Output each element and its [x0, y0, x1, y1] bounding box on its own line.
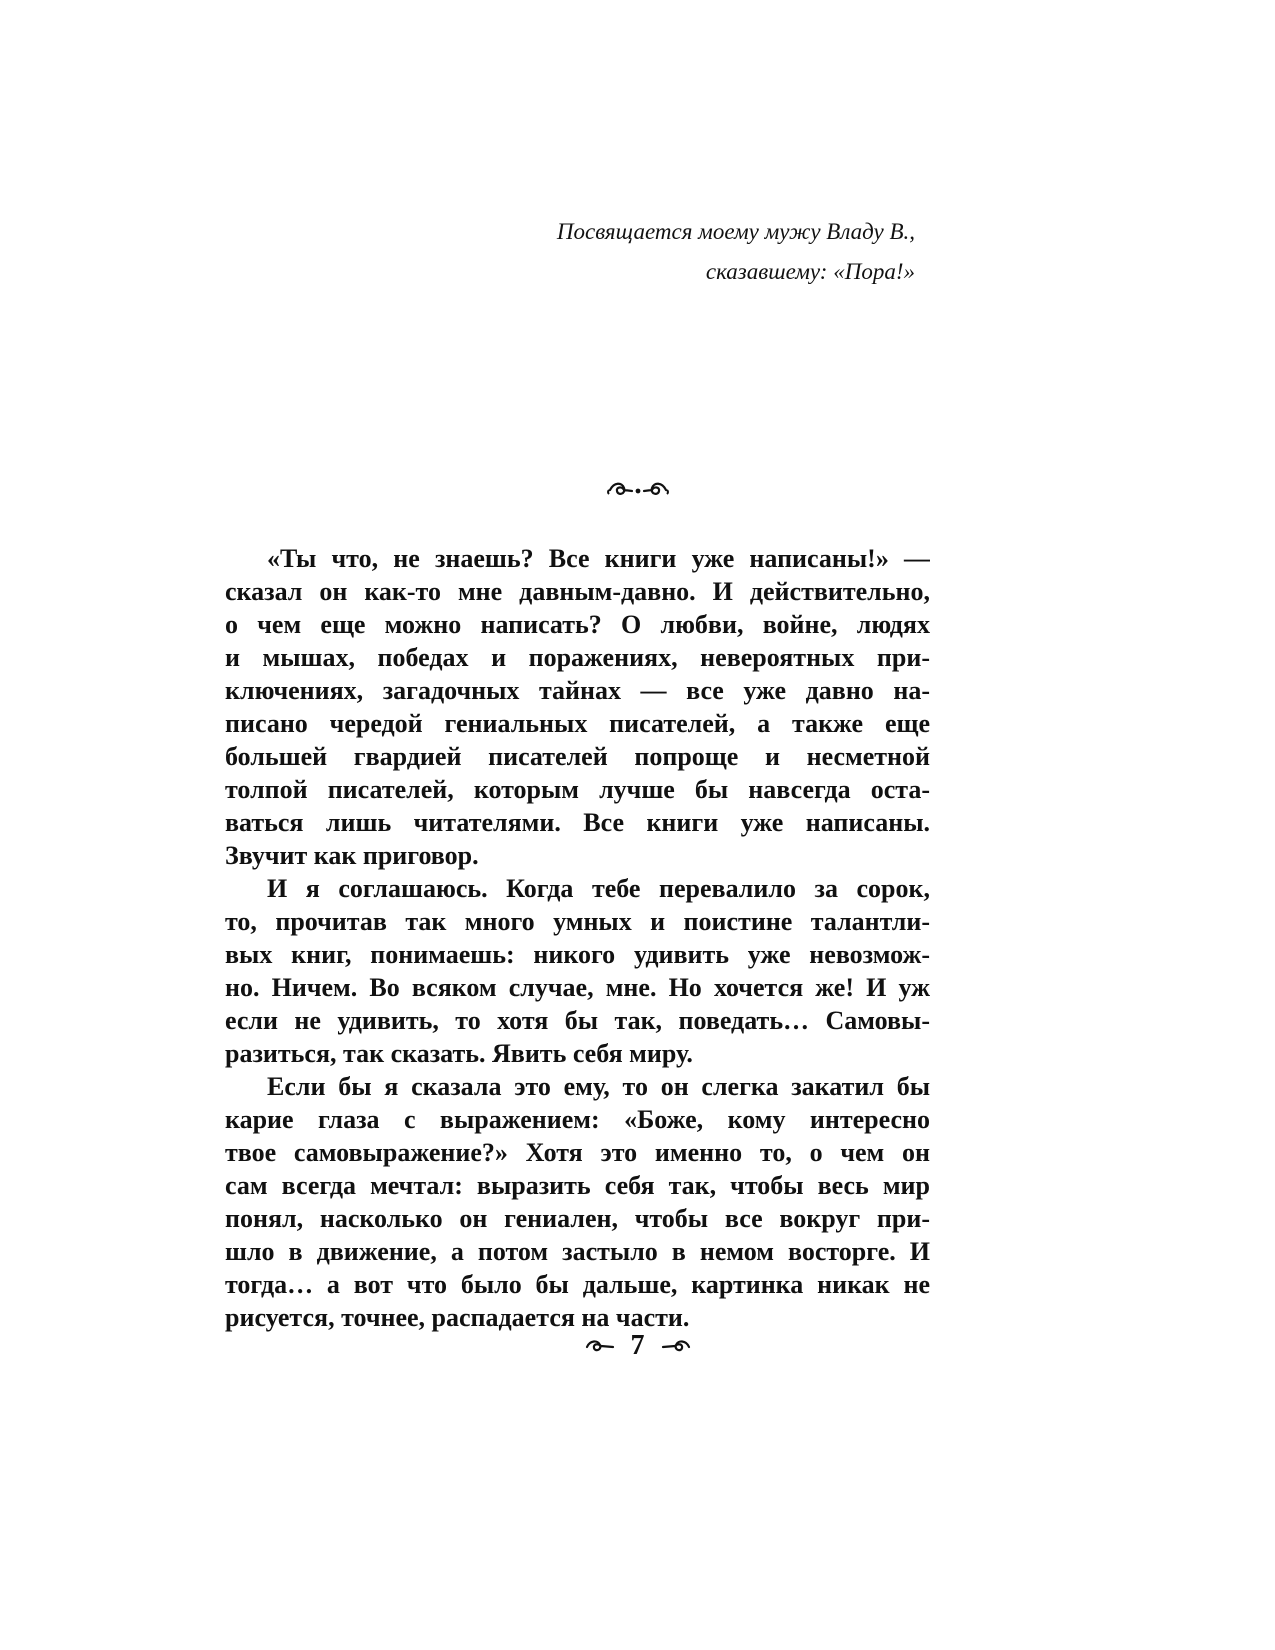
body-text: [225, 542, 930, 1334]
page-footer: [0, 1328, 1275, 1362]
text-line: понял, насколько он гениален, чтобы все вокруг при-: [225, 1204, 930, 1233]
text-line: ключениях, загадочных тайнах — все уже давно на-: [225, 676, 930, 705]
text-line: «Ты что, не знаешь? Все книги уже написаны!» —: [267, 544, 930, 573]
text-line: но. Ничем. Во всяком случае, мне. Но хочется же! И уж: [225, 973, 930, 1002]
dedication: [557, 212, 915, 292]
fleuron-ornament-icon: [606, 478, 670, 500]
text-line: карие глаза с выражением: «Боже, кому интересно: [225, 1105, 930, 1134]
text-line: Звучит как приговор.: [225, 841, 479, 870]
text-line: вых книг, понимаешь: никого удивить уже невозмож-: [225, 940, 930, 969]
text-line: рисуется, точнее, распадается на части.: [225, 1303, 690, 1332]
text-line: тогда… а вот что было бы дальше, картинка никак не: [225, 1270, 930, 1299]
text-line: ваться лишь читателями. Все книги уже написаны.: [225, 808, 930, 837]
text-line: то, прочитав так много умных и поистине талантли-: [225, 907, 930, 936]
text-line: шло в движение, а потом застыло в немом восторге. И: [225, 1237, 930, 1266]
text-line: твое самовыражение?» Хотя это именно то, о чем он: [225, 1138, 930, 1167]
dedication-line-2: сказавшему: «Пора!»: [705, 259, 915, 284]
text-line: писано чередой гениальных писателей, а также еще: [225, 709, 930, 738]
page-number: 7: [630, 1329, 645, 1361]
text-line: сказал он как-то мне давным-давно. И действительно,: [225, 577, 930, 606]
text-line: разиться, так сказать. Явить себя миру.: [225, 1039, 693, 1068]
text-line: если не удивить, то хотя бы так, поведать… Самовы-: [225, 1006, 930, 1035]
right-flourish-icon: [660, 1336, 692, 1356]
section-ornament: [0, 478, 1275, 505]
dedication-line-1: Посвящается моему мужу Владу В.,: [556, 219, 915, 244]
text-line: о чем еще можно написать? О любви, войне, людях: [225, 610, 930, 639]
text-line: Если бы я сказала это ему, то он слегка закатил бы: [267, 1072, 930, 1101]
text-line: сам всегда мечтал: выразить себя так, чтобы весь мир: [225, 1171, 930, 1200]
text-line: толпой писателей, которым лучше бы навсегда оста-: [225, 775, 930, 804]
text-line: И я соглашаюсь. Когда тебе перевалило за сорок,: [267, 874, 930, 903]
left-flourish-icon: [584, 1336, 616, 1356]
text-line: большей гвардией писателей попроще и несметной: [225, 742, 930, 771]
text-line: и мышах, победах и поражениях, невероятных при-: [225, 643, 930, 672]
